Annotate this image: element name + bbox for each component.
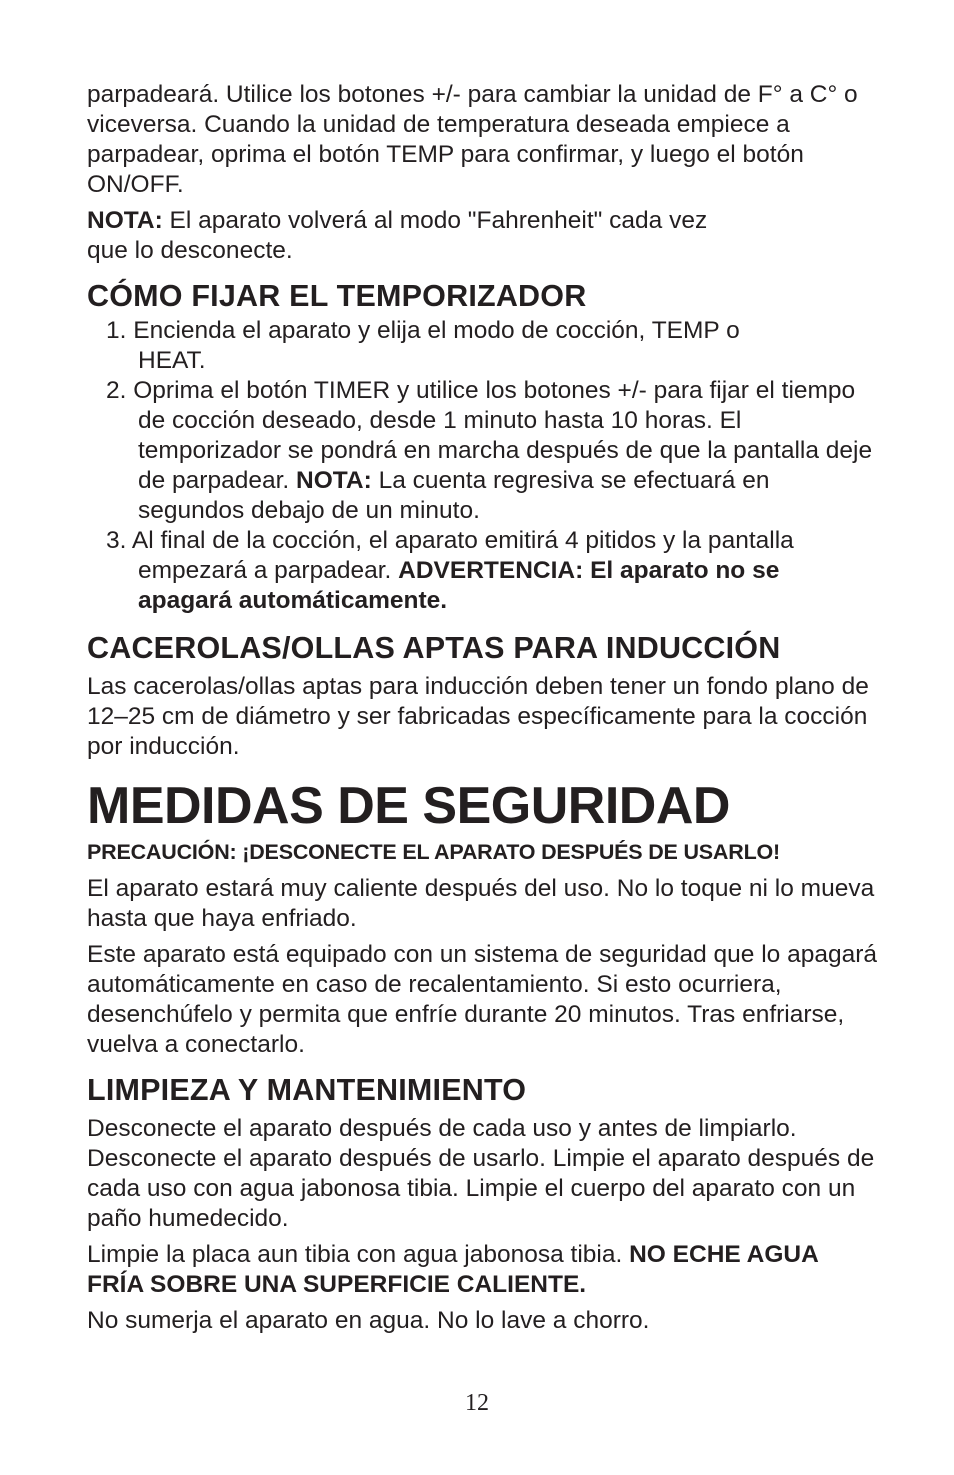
timer-step-3-text: 3. Al final de la cocción, el aparato emitirá 4 pitidos y la pantalla empezará a parpadear.	[106, 527, 794, 584]
safety-paragraph-1: El aparato estará muy caliente después del uso. No lo toque ni lo mueva hasta que haya enfriado.	[87, 875, 875, 932]
timer-step-2-text: 2. Oprima el botón TIMER y utilice los botones +/- para fijar el tiempo de cocción deseado, desde 1 minuto hasta 10 horas. El temporizador se pondrá en marcha después de que la pantalla deje de parpadear.	[106, 377, 873, 494]
page-number: 12	[465, 1390, 489, 1416]
cleaning-paragraph-3: No sumerja el aparato en agua. No lo lave a chorro.	[87, 1307, 650, 1334]
safety-caution: PRECAUCIÓN: ¡DESCONECTE EL APARATO DESPUÉS DE USARLO!	[87, 840, 780, 864]
cleaning-paragraph-1: Desconecte el aparato después de cada uso y antes de limpiarlo. Desconecte el aparato después de usarlo. Limpie el aparato después de cada uso con agua jabonosa tibia. Limpie el cuerpo del aparato con un paño humedecido.	[87, 1115, 875, 1232]
timer-steps	[87, 316, 877, 616]
intro-paragraph: parpadeará. Utilice los botones +/- para cambiar la unidad de F° a C° o viceversa. Cuando la unidad de temperatura deseada empiece a parpadear, oprima el botón TEMP para confirmar, y luego el botón ON/OFF.	[87, 81, 858, 198]
note-label: NOTA:	[87, 207, 163, 234]
timer-step-2-note-text: La cuenta regresiva se efectuará en segundos debajo de un minuto.	[138, 467, 770, 524]
cleaning-paragraph-2	[87, 1240, 877, 1300]
cleaning-paragraph-2-text: Limpie la placa aun tibia con agua jabonosa tibia.	[87, 1241, 630, 1268]
cleaning-heading: LIMPIEZA Y MANTENIMIENTO	[87, 1073, 527, 1107]
document-page	[87, 80, 877, 1342]
safety-paragraph-2: Este aparato está equipado con un sistema de seguridad que lo apagará automáticamente en caso de recalentamiento. Si esto ocurriera, desenchúfelo y permita que enfríe durante 20 minutos. Tras enfriarse, vuelva a conectarlo.	[87, 941, 878, 1058]
timer-step-2	[87, 376, 877, 526]
timer-step-3	[87, 526, 877, 616]
safety-heading: MEDIDAS DE SEGURIDAD	[87, 777, 730, 835]
cookware-paragraph: Las cacerolas/ollas aptas para inducción deben tener un fondo plano de 12–25 cm de diámetro y ser fabricadas específicamente para la cocción por inducción.	[87, 673, 869, 760]
timer-heading: CÓMO FIJAR EL TEMPORIZADOR	[87, 279, 587, 313]
intro-note	[87, 206, 727, 266]
cookware-heading: CACEROLAS/OLLAS APTAS PARA INDUCCIÓN	[87, 631, 781, 665]
timer-step-3-warning: ADVERTENCIA: El aparato no se apagará automáticamente.	[138, 557, 780, 614]
cleaning-warning: NO ECHE AGUA FRÍA SOBRE UNA SUPERFICIE CALIENTE.	[87, 1241, 818, 1298]
timer-step-2-note-label: NOTA:	[296, 467, 372, 494]
note-text: El aparato volverá al modo "Fahrenheit" cada vez que lo desconecte.	[87, 207, 708, 264]
timer-step-1: 1. Encienda el aparato y elija el modo de cocción, TEMP o HEAT.	[106, 317, 740, 374]
